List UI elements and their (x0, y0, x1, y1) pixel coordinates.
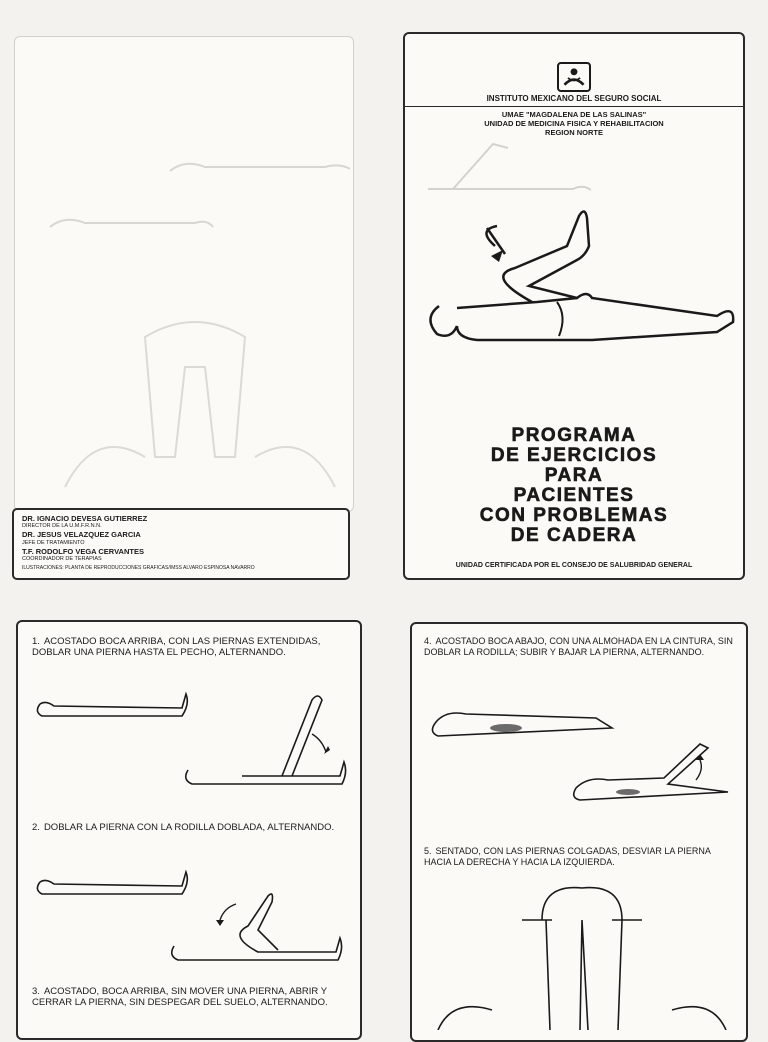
ghost-figure-lying (165, 141, 355, 191)
header-divider (405, 106, 743, 107)
title-line-2: DE EJERCICIOS (490, 445, 658, 466)
exercise-4 (424, 636, 736, 658)
title-line-3: PARA (544, 465, 604, 486)
exercise-1-number: 1. (32, 636, 40, 647)
unit-line-2: UNIDAD DE MEDICINA FISICA Y REHABILITACION (484, 119, 664, 128)
exercise-5-figure-seated (432, 880, 732, 1030)
credits-panel (12, 508, 350, 580)
exercise-1-figure-rest (32, 686, 192, 722)
exercise-5 (424, 846, 736, 868)
certification-text: UNIDAD CERTIFICADA POR EL CONSEJO DE SALUBRIDAD GENERAL (455, 562, 693, 569)
title-line-1: PROGRAMA (511, 425, 637, 446)
credit-2-name: DR. JESUS VELAZQUEZ GARCIA (22, 530, 141, 540)
unit-line-3: REGION NORTE (545, 128, 603, 137)
credits-footer: ILUSTRACIONES: PLANTA DE REPRODUCCIONES GRAFICAS/IMSS ALVARO ESPINOSA NAVARRO (22, 564, 255, 571)
exercise-2 (32, 822, 350, 833)
exercise-5-number: 5. (424, 846, 432, 856)
exercise-4-number: 4. (424, 636, 432, 646)
exercises-panel-left (16, 620, 362, 1040)
cover-panel (403, 32, 745, 580)
exercise-2-figure-bend (168, 890, 348, 966)
title-line-6: DE CADERA (510, 525, 638, 546)
credit-3-name: T.F. RODOLFO VEGA CERVANTES (22, 546, 144, 556)
credit-1-role: DIRECTOR DE LA U.M.F.R.N.N. (22, 523, 102, 530)
exercise-4-figure-lift (568, 738, 738, 804)
credit-1-name: DR. IGNACIO DEVESA GUTIERREZ (22, 514, 148, 523)
exercise-1-figure-raise (182, 690, 352, 790)
exercise-1 (32, 636, 350, 658)
exercises-panel-right (410, 622, 748, 1042)
exercise-3 (32, 986, 350, 1008)
ghost-figure-seated (55, 307, 345, 497)
exercise-4-text: ACOSTADO BOCA ABAJO, CON UNA ALMOHADA EN LA CINTURA, SIN DOBLAR LA RODILLA; SUBIR Y BAJAR LA PIERNA, ALTERNANDO. (424, 636, 733, 657)
credit-2-role: JEFE DE TRATAMIENTO (22, 539, 85, 546)
brochure-title (405, 426, 743, 546)
title-line-4: PACIENTES (513, 485, 635, 506)
imss-logo (557, 62, 591, 92)
ghost-figure-lying-2 (45, 187, 215, 247)
ghost-figure-cover (423, 134, 593, 204)
exercise-3-number: 3. (32, 986, 40, 997)
title-line-5: CON PROBLEMAS (479, 505, 669, 526)
hip-flexion-illustration (417, 206, 737, 346)
exercise-3-text: ACOSTADO, BOCA ARRIBA, SIN MOVER UNA PIERNA, ABRIR Y CERRAR LA PIERNA, SIN DESPEGAR DEL SUELO, ALTERNANDO. (32, 986, 328, 1008)
exercise-2-number: 2. (32, 822, 40, 833)
exercise-1-text: ACOSTADO BOCA ARRIBA, CON LAS PIERNAS EXTENDIDAS, DOBLAR UNA PIERNA HASTA EL PECHO, ALTERNANDO. (32, 636, 321, 658)
credit-3-role: COORDINADOR DE TERAPIAS (22, 555, 102, 562)
back-page-panel (14, 36, 354, 512)
institute-name: INSTITUTO MEXICANO DEL SEGURO SOCIAL (486, 94, 662, 103)
exercise-2-text: DOBLAR LA PIERNA CON LA RODILLA DOBLADA, ALTERNANDO. (43, 822, 335, 833)
exercise-5-text: SENTADO, CON LAS PIERNAS COLGADAS, DESVIAR LA PIERNA HACIA LA DERECHA Y HACIA LA IZQUIERDA. (424, 846, 711, 867)
unit-line-1: UMAE "MAGDALENA DE LAS SALINAS" (501, 110, 647, 119)
